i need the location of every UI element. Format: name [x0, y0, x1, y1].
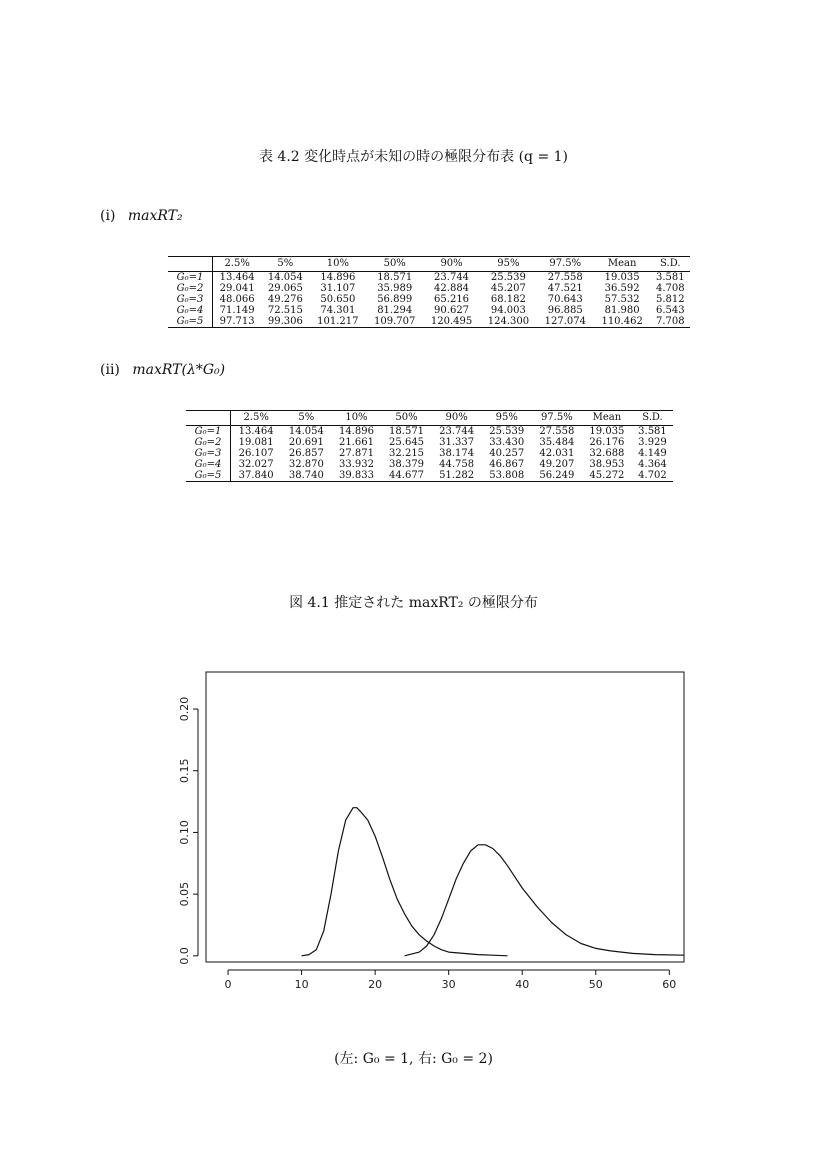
table-cell: 45.272 [582, 470, 632, 482]
y-tick-label: 0.0 [178, 947, 191, 965]
table-row [168, 294, 690, 305]
table-row [186, 426, 673, 438]
section-2-math: maxRT(λ*G₀) [132, 362, 226, 378]
table-cell: 29.065 [267, 283, 303, 294]
table-cell: 51.282 [432, 470, 482, 482]
table-cell: 49.207 [539, 459, 575, 470]
table-cell: 19.081 [238, 437, 274, 448]
table-cell: 38.379 [389, 459, 425, 470]
table-row [168, 305, 690, 316]
figure-caption: 図 4.1 推定された maxRT₂ の極限分布 [289, 595, 538, 611]
section-2-heading [100, 362, 225, 378]
table-cell: 109.707 [366, 316, 423, 328]
table-cell: 18.571 [377, 272, 413, 283]
table-2-header-cell [186, 411, 231, 426]
table-cell: 101.217 [309, 316, 366, 328]
section-2-label: (ii) [100, 362, 120, 378]
table-cell: 38.174 [439, 448, 475, 459]
table-1-header-cell: 97.5% [549, 258, 582, 269]
table-cell: 25.539 [490, 272, 526, 283]
table-row [186, 437, 673, 448]
row-header-cell: G₀=2 [186, 437, 231, 448]
table-cell: 33.932 [338, 459, 374, 470]
table-cell: 36.592 [604, 283, 640, 294]
table-cell: 44.758 [439, 459, 475, 470]
table-caption: 表 4.2 変化時点が未知の時の極限分布表 (q = 1) [258, 149, 569, 165]
table-cell: 97.713 [213, 316, 262, 328]
table-cell: 42.884 [434, 283, 470, 294]
table-row [168, 316, 690, 328]
table-cell: 13.464 [238, 426, 274, 437]
table-cell: 57.532 [604, 294, 640, 305]
density-curve-1 [302, 808, 508, 956]
table-cell: 14.054 [288, 426, 324, 437]
table-cell: 27.558 [547, 272, 583, 283]
table-cell: 19.035 [604, 272, 640, 283]
table-1-header-cell: 50% [383, 258, 406, 269]
table-cell: 35.484 [539, 437, 575, 448]
table-2-header-cell: S.D. [642, 412, 663, 423]
table-cell: 31.107 [320, 283, 356, 294]
table-cell: 4.364 [638, 459, 667, 470]
figure-subcaption: (左: G₀ = 1, 右: G₀ = 2) [334, 1051, 493, 1067]
table-cell: 65.216 [434, 294, 470, 305]
table-cell: 74.301 [320, 305, 356, 316]
distribution-table-2 [186, 410, 673, 482]
x-tick-label: 50 [588, 978, 603, 991]
table-2-header-row [186, 411, 673, 426]
table-cell: 31.337 [439, 437, 475, 448]
table-2-header-cell: 2.5% [243, 412, 269, 423]
table-cell: 124.300 [480, 316, 537, 328]
row-header-cell: G₀=5 [186, 470, 231, 482]
table-cell: 26.176 [589, 437, 625, 448]
table-cell: 3.581 [655, 272, 685, 283]
table-cell: 33.430 [489, 437, 525, 448]
table-cell: 45.207 [490, 283, 526, 294]
x-tick-label: 0 [224, 978, 232, 991]
table-cell: 38.740 [281, 470, 331, 482]
table-cell: 40.257 [489, 448, 525, 459]
table-cell: 20.691 [288, 437, 324, 448]
table-cell: 81.294 [377, 305, 413, 316]
table-cell: 13.464 [219, 272, 255, 283]
table-cell: 47.521 [547, 283, 583, 294]
table-cell: 23.744 [434, 272, 470, 283]
y-tick-label: 0.10 [178, 820, 191, 845]
table-cell: 5.812 [655, 294, 685, 305]
table-cell: 68.182 [490, 294, 526, 305]
table-cell: 25.645 [389, 437, 425, 448]
x-tick-label: 40 [515, 978, 530, 991]
x-tick-label: 20 [368, 978, 383, 991]
table-cell: 29.041 [219, 283, 255, 294]
table-1-header-cell: 2.5% [224, 258, 250, 269]
table-cell: 14.054 [267, 272, 303, 283]
table-1-header-cell: Mean [607, 258, 637, 269]
table-cell: 56.249 [532, 470, 582, 482]
table-cell: 32.027 [238, 459, 274, 470]
table-cell: 71.149 [219, 305, 255, 316]
table-cell: 72.515 [267, 305, 303, 316]
table-1-header-cell: 10% [326, 258, 349, 269]
table-row [186, 459, 673, 470]
table-cell: 96.885 [547, 305, 583, 316]
section-1-math: maxRT₂ [127, 208, 183, 224]
table-cell: 81.980 [604, 305, 640, 316]
table-2-header-cell: Mean [592, 412, 622, 423]
table-cell: 42.031 [539, 448, 575, 459]
density-chart [160, 660, 700, 1000]
table-cell: 127.074 [537, 316, 594, 328]
table-cell: 70.643 [547, 294, 583, 305]
table-cell: 37.840 [231, 470, 282, 482]
table-cell: 110.462 [594, 316, 651, 328]
table-cell: 23.744 [439, 426, 475, 437]
table-cell: 14.896 [320, 272, 356, 283]
x-tick-label: 60 [662, 978, 677, 991]
table-cell: 90.627 [434, 305, 470, 316]
table-cell: 26.107 [238, 448, 274, 459]
table-cell: 46.867 [489, 459, 525, 470]
table-1-header-cell: S.D. [660, 258, 681, 269]
table-cell: 7.708 [651, 316, 690, 328]
table-2-header-cell: 90% [445, 412, 468, 423]
row-header-cell: G₀=4 [186, 459, 231, 470]
table-cell: 25.539 [489, 426, 525, 437]
table-cell: 18.571 [389, 426, 425, 437]
table-cell: 32.215 [389, 448, 425, 459]
y-tick-label: 0.20 [178, 696, 191, 722]
table-row [186, 470, 673, 482]
table-cell: 4.149 [638, 448, 667, 459]
table-cell: 48.066 [219, 294, 255, 305]
table-2-header-cell: 95% [495, 412, 518, 423]
table-cell: 32.688 [589, 448, 625, 459]
table-cell: 38.953 [589, 459, 625, 470]
table-cell: 21.661 [338, 437, 374, 448]
row-header-cell: G₀=1 [186, 426, 231, 438]
table-2-header-cell: 5% [298, 412, 315, 423]
table-cell: 94.003 [490, 305, 526, 316]
row-header-cell: G₀=5 [168, 316, 213, 328]
table-cell: 56.899 [377, 294, 413, 305]
table-cell: 3.929 [638, 437, 667, 448]
table-cell: 26.857 [288, 448, 324, 459]
table-cell: 19.035 [589, 426, 625, 437]
table-1-header-cell [168, 257, 213, 272]
y-tick-label: 0.05 [178, 881, 191, 907]
row-header-cell: G₀=3 [168, 294, 213, 305]
table-row [186, 448, 673, 459]
row-header-cell: G₀=1 [168, 272, 213, 284]
table-cell: 32.870 [288, 459, 324, 470]
plot-frame [206, 672, 684, 962]
table-cell: 99.306 [261, 316, 309, 328]
table-cell: 44.677 [382, 470, 432, 482]
table-cell: 39.833 [331, 470, 381, 482]
table-2-header-cell: 10% [345, 412, 368, 423]
table-1-header-cell: 90% [440, 258, 463, 269]
table-cell: 27.871 [338, 448, 374, 459]
section-1-label: (i) [100, 208, 116, 224]
table-cell: 49.276 [267, 294, 303, 305]
table-cell: 3.581 [638, 426, 667, 437]
table-row [168, 272, 690, 284]
table-cell: 120.495 [423, 316, 480, 328]
table-cell: 6.543 [655, 305, 685, 316]
row-header-cell: G₀=3 [186, 448, 231, 459]
distribution-table-1 [168, 256, 690, 328]
table-cell: 53.808 [482, 470, 532, 482]
y-tick-label: 0.15 [178, 758, 191, 783]
x-tick-label: 30 [441, 978, 456, 991]
table-cell: 4.708 [655, 283, 685, 294]
table-2-header-cell: 97.5% [540, 412, 573, 423]
table-2-header-cell: 50% [395, 412, 418, 423]
x-tick-label: 10 [294, 978, 309, 991]
row-header-cell: G₀=4 [168, 305, 213, 316]
row-header-cell: G₀=2 [168, 283, 213, 294]
table-row [168, 283, 690, 294]
density-curve-2 [405, 845, 684, 956]
table-1-header-cell: 5% [277, 258, 294, 269]
table-cell: 35.989 [377, 283, 413, 294]
table-1-header-cell: 95% [497, 258, 520, 269]
table-cell: 4.702 [632, 470, 673, 482]
table-cell: 50.650 [320, 294, 356, 305]
table-1-header-row [168, 257, 690, 272]
section-1-heading [100, 208, 183, 224]
table-cell: 27.558 [539, 426, 575, 437]
table-cell: 14.896 [338, 426, 374, 437]
